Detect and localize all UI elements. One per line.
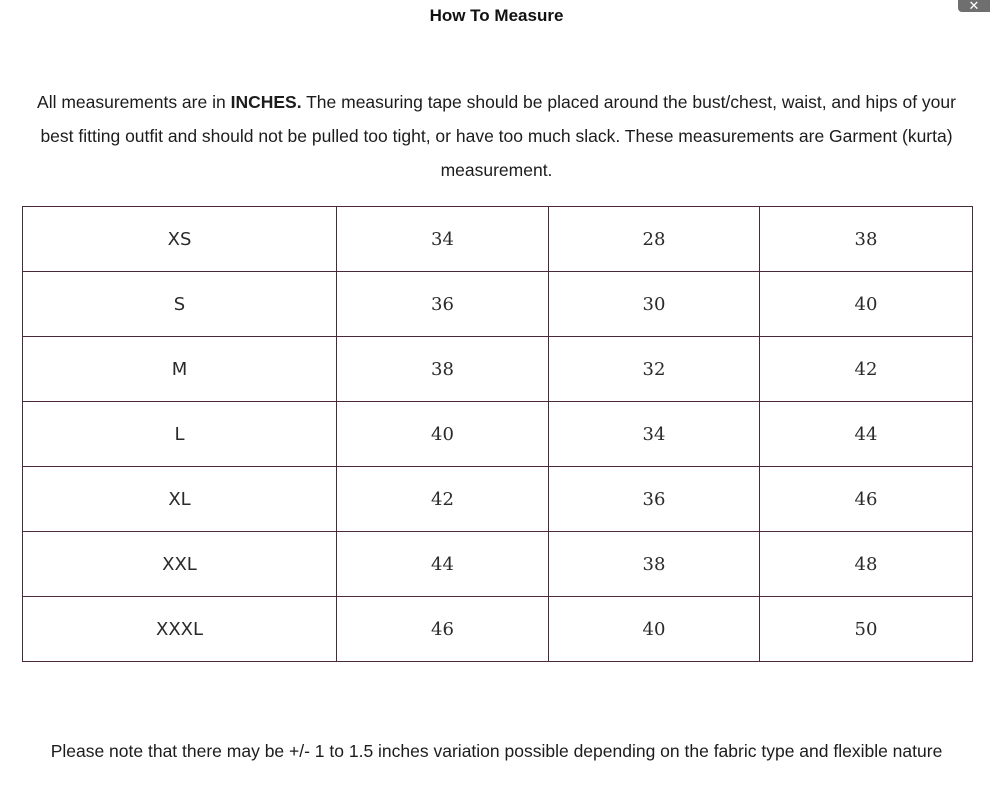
intro-paragraph: [20, 85, 973, 187]
table-cell: 50: [760, 597, 973, 662]
table-row: [23, 337, 973, 402]
table-cell: 32: [549, 337, 760, 402]
table-cell: 46: [760, 467, 973, 532]
table-cell: 36: [337, 272, 549, 337]
table-cell: 42: [337, 467, 549, 532]
table-row: [23, 272, 973, 337]
table-cell: 38: [760, 207, 973, 272]
table-cell: 40: [760, 272, 973, 337]
table-row: [23, 467, 973, 532]
table-cell: 48: [760, 532, 973, 597]
size-cell: XL: [23, 467, 337, 532]
size-cell: XXXL: [23, 597, 337, 662]
table-cell: 40: [337, 402, 549, 467]
table-cell: 40: [549, 597, 760, 662]
table-cell: 34: [337, 207, 549, 272]
page-title: How To Measure: [429, 6, 564, 25]
table-cell: 44: [760, 402, 973, 467]
variation-note: Please note that there may be +/- 1 to 1.5 inches variation possible depending on the fabric type and flexible nature: [50, 741, 943, 761]
table-row: [23, 597, 973, 662]
size-cell: XXL: [23, 532, 337, 597]
table-cell: 46: [337, 597, 549, 662]
size-chart-table: [22, 206, 973, 662]
size-cell: M: [23, 337, 337, 402]
table-cell: 42: [760, 337, 973, 402]
table-row: [23, 402, 973, 467]
size-cell: XS: [23, 207, 337, 272]
table-cell: 38: [549, 532, 760, 597]
intro-units-emphasis: INCHES.: [230, 92, 302, 112]
table-cell: 30: [549, 272, 760, 337]
intro-prefix: All measurements are in: [37, 92, 231, 112]
intro-body: The measuring tape should be placed around the bust/chest, waist, and hips of your best fitting outfit and should not be pulled too tight, or have too much slack. These measurements are Garment (kurta) measurement.: [40, 92, 956, 180]
close-button[interactable]: [958, 0, 990, 12]
table-cell: 36: [549, 467, 760, 532]
table-cell: 44: [337, 532, 549, 597]
table-cell: 38: [337, 337, 549, 402]
close-icon[interactable]: ✕: [968, 0, 980, 13]
table-row: [23, 532, 973, 597]
table-cell: 28: [549, 207, 760, 272]
table-cell: 34: [549, 402, 760, 467]
table-row: [23, 207, 973, 272]
size-cell: L: [23, 402, 337, 467]
size-cell: S: [23, 272, 337, 337]
